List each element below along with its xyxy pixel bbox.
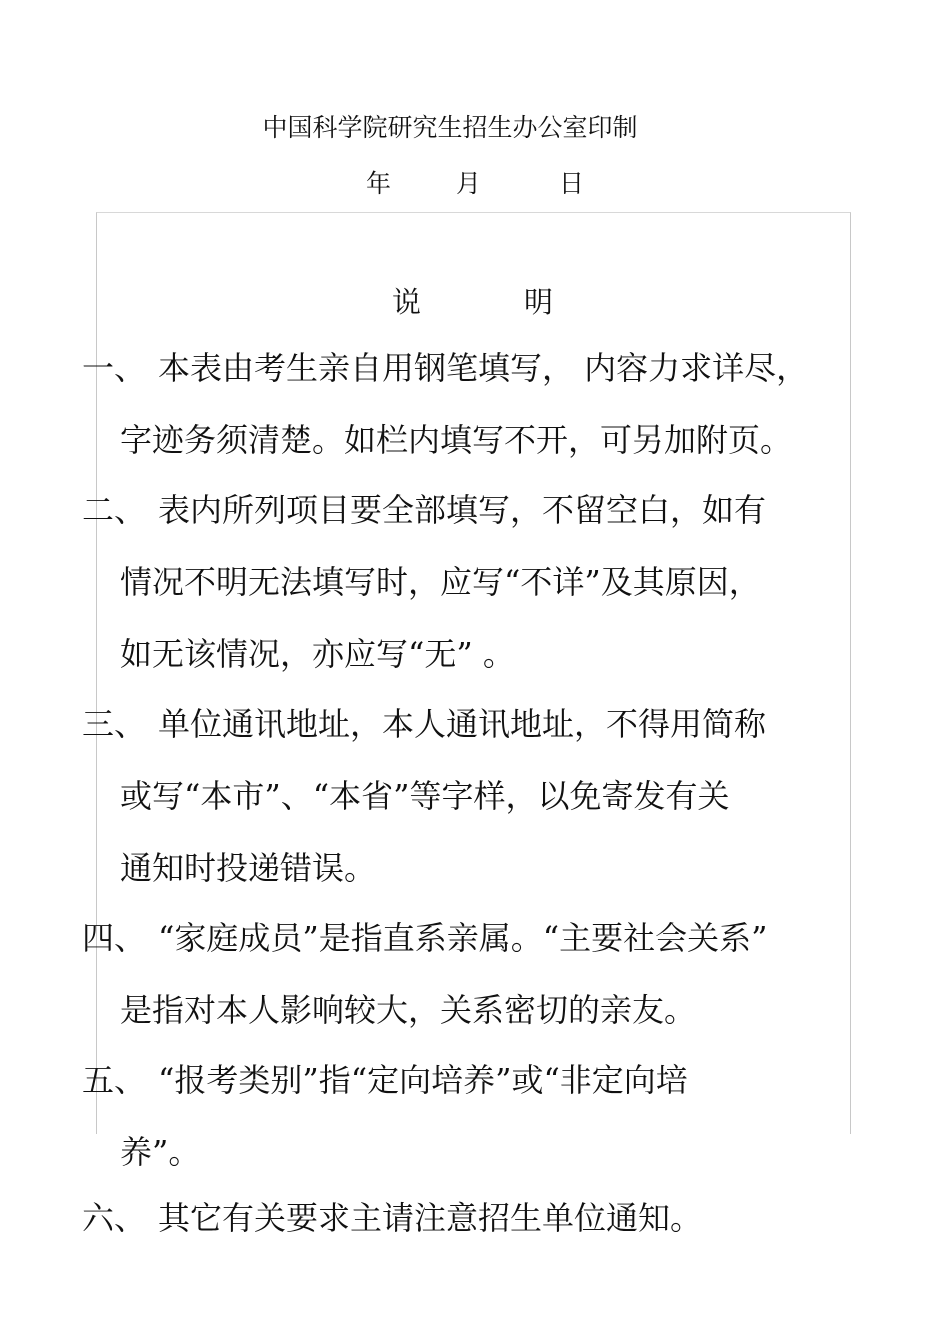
note-item-3	[82, 688, 862, 904]
note-line: 表内所列项目要全部填写，不留空白，如有	[158, 491, 767, 529]
note-line: 养”。	[120, 1133, 201, 1171]
date-month-label: 月	[456, 169, 482, 198]
note-line: 情况不明无法填写时，应写“不详”及其原因，	[120, 563, 761, 601]
note-line: “家庭成员”是指直系亲属。“主要社会关系”	[158, 919, 768, 957]
note-number: 五、	[82, 1061, 147, 1099]
date-line	[366, 164, 584, 200]
note-number: 四、	[82, 919, 147, 957]
printer-line: 中国科学院研究生招生办公室印制	[262, 113, 638, 142]
note-line: 字迹务须清楚。如栏内填写不开，可另加附页。	[120, 421, 793, 459]
note-line: 单位通讯地址，本人通讯地址，不得用简称	[158, 705, 767, 743]
note-line: 或写“本市”、“本省”等字样，以免寄发有关	[120, 777, 730, 815]
note-item-2	[82, 474, 862, 690]
note-number: 一、	[82, 349, 147, 387]
note-item-1	[82, 332, 862, 476]
note-line: 是指对本人影响较大，关系密切的亲友。	[120, 991, 697, 1029]
note-number: 二、	[82, 491, 147, 529]
note-item-5	[82, 1044, 862, 1188]
note-item-4	[82, 902, 862, 1046]
notes-title-char: 明	[524, 285, 554, 319]
note-line: 其它有关要求主请注意招生单位通知。	[158, 1199, 703, 1237]
notes-title	[392, 280, 553, 321]
note-line: 本表由考生亲自用钢笔填写， 内容力求详尽，	[158, 349, 809, 387]
date-year-label: 年	[366, 169, 392, 198]
note-item-6	[82, 1182, 862, 1254]
date-day-label: 日	[559, 169, 585, 198]
note-line: “报考类别”指“定向培养”或“非定向培	[158, 1061, 688, 1099]
notes-title-char: 说	[392, 285, 422, 319]
note-number: 六、	[82, 1199, 147, 1237]
note-number: 三、	[82, 705, 147, 743]
note-line: 如无该情况，亦应写“无” 。	[120, 635, 515, 673]
note-line: 通知时投递错误。	[120, 849, 377, 887]
